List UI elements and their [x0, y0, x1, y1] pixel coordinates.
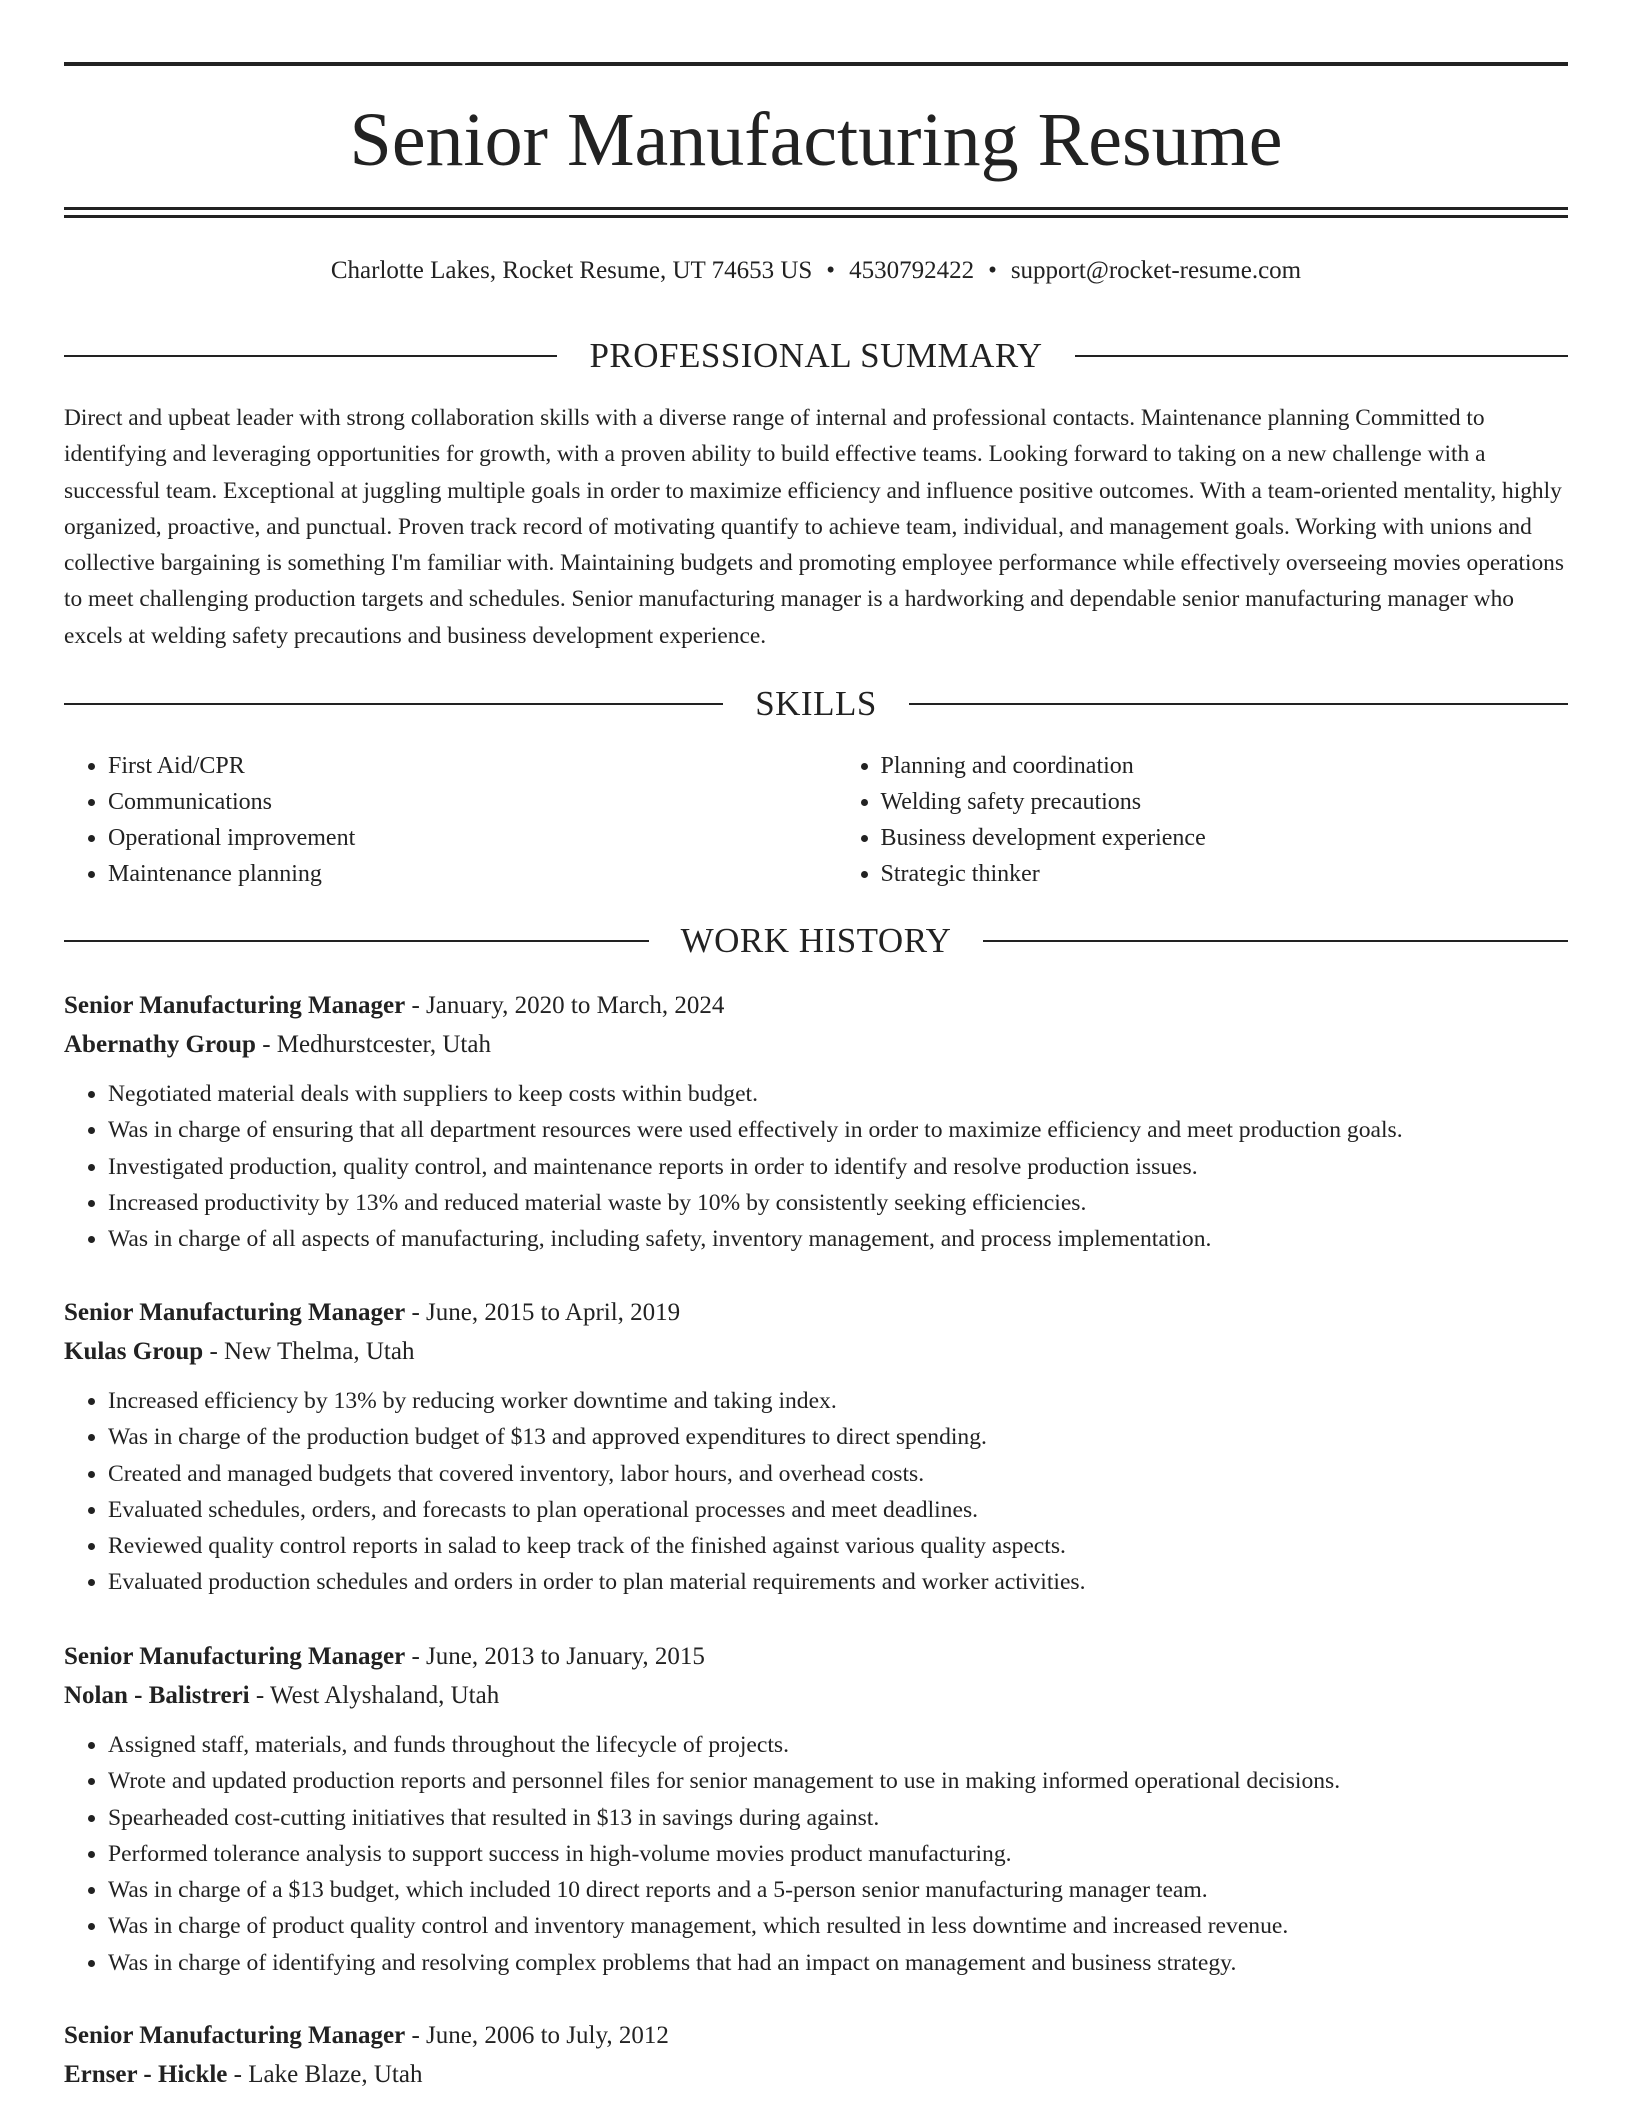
job-title: Senior Manufacturing Manager — [64, 2022, 406, 2049]
job-location: - Lake Blaze, Utah — [233, 2061, 423, 2088]
contact-separator: • — [826, 257, 836, 284]
job-bullet: • Was in charge of a $13 budget, which included 10 direct reports and a 5-person senior manufacturing manager team. — [108, 1872, 1568, 1908]
heading-rule-right — [1075, 355, 1568, 357]
heading-rule-left — [64, 703, 723, 705]
job-company-line — [64, 1332, 1568, 1371]
heading-rule-left — [64, 355, 557, 357]
job-bullet: • Was in charge of ensuring that all department resources were used effectively in order to maximize efficiency and meet production goals. — [108, 1112, 1568, 1148]
job-bullet: • Evaluated schedules, orders, and forecasts to plan operational processes and meet deadlines. — [108, 1492, 1568, 1528]
job-bullet: • Increased productivity by 13% and reduced material waste by 10% by consistently seeking efficiencies. — [108, 1185, 1568, 1221]
job-title-line — [64, 1293, 1568, 1332]
heading-rule-right — [909, 703, 1568, 705]
job-location: - New Thelma, Utah — [209, 1338, 415, 1365]
job-entry — [64, 1637, 1568, 1981]
job-company: Kulas Group — [64, 1338, 204, 1365]
summary-heading — [64, 334, 1568, 378]
job-entry — [64, 2016, 1568, 2094]
heading-rule-right — [983, 940, 1568, 942]
heading-rule-left — [64, 940, 649, 942]
job-bullet: • Was in charge of identifying and resolving complex problems that had an impact on management and business strategy. — [108, 1945, 1568, 1981]
work-heading — [64, 919, 1568, 963]
summary-heading-label: PROFESSIONAL SUMMARY — [589, 336, 1043, 375]
skills-list — [64, 748, 1568, 892]
work-heading-label: WORK HISTORY — [680, 921, 952, 960]
skill-item: • Strategic thinker — [881, 856, 1569, 892]
skills-heading-label: SKILLS — [755, 684, 877, 723]
job-entry — [64, 1293, 1568, 1601]
job-bullet: • Was in charge of the production budget of $13 and approved expenditures to direct spending. — [108, 1419, 1568, 1455]
job-bullet: • Created and managed budgets that covered inventory, labor hours, and overhead costs. — [108, 1456, 1568, 1492]
job-company-line — [64, 2055, 1568, 2094]
job-title: Senior Manufacturing Manager — [64, 992, 406, 1019]
job-bullet: • Evaluated production schedules and orders in order to plan material requirements and worker activities. — [108, 1564, 1568, 1600]
job-bullet: • Wrote and updated production reports and personnel files for senior management to use in making informed operational decisions. — [108, 1763, 1568, 1799]
job-location: - Medhurstcester, Utah — [262, 1031, 491, 1058]
job-title: Senior Manufacturing Manager — [64, 1643, 406, 1670]
skill-item: • First Aid/CPR — [108, 748, 796, 784]
job-dates: - June, 2013 to January, 2015 — [411, 1643, 705, 1670]
job-bullet: • Negotiated material deals with suppliers to keep costs within budget. — [108, 1076, 1568, 1112]
skills-column-left — [64, 748, 796, 892]
contact-line — [64, 254, 1568, 288]
job-title-line — [64, 986, 1568, 1025]
title-rule-lower — [64, 215, 1568, 218]
skill-item: • Planning and coordination — [881, 748, 1569, 784]
title-rule-upper — [64, 207, 1568, 210]
skill-item: • Operational improvement — [108, 820, 796, 856]
job-bullet: • Spearheaded cost-cutting initiatives that resulted in $13 in savings during against. — [108, 1800, 1568, 1836]
job-title-line — [64, 2016, 1568, 2055]
contact-phone: 4530792422 — [849, 257, 975, 284]
job-entry — [64, 986, 1568, 1257]
page-title: Senior Manufacturing Resume — [349, 98, 1283, 182]
job-bullet: • Increased efficiency by 13% by reducing worker downtime and taking index. — [108, 1383, 1568, 1419]
summary-text: Direct and upbeat leader with strong collaboration skills with a diverse range of internal and professional contacts. Maintenance planning Committed to identifying and leveraging opportunities for growth, with a proven ability to build effective teams. Looking forward to taking on a new challenge with a successful team. Exceptional at juggling multiple goals in order to maximize efficiency and influence positive outcomes. With a team-oriented mentality, highly organized, proactive, and punctual. Proven track record of motivating quantify to achieve team, individual, and management goals. Working with unions and collective bargaining is something I'm familiar with. Maintaining budgets and promoting employee performance while effectively overseeing movies operations to meet challenging production targets and schedules. Senior manufacturing manager is a hardworking and dependable senior manufacturing manager who excels at welding safety precautions and business development experience. — [64, 405, 1564, 649]
job-bullet: • Was in charge of product quality control and inventory management, which resulted in less downtime and increased revenue. — [108, 1908, 1568, 1944]
contact-email: support@rocket-resume.com — [1010, 257, 1302, 284]
skill-item: • Business development experience — [881, 820, 1569, 856]
job-bullet: • Reviewed quality control reports in salad to keep track of the finished against various quality aspects. — [108, 1528, 1568, 1564]
skill-item: • Communications — [108, 784, 796, 820]
job-company: Ernser - Hickle — [64, 2061, 228, 2088]
contact-separator: • — [988, 257, 997, 284]
job-bullet: • Was in charge of all aspects of manufacturing, including safety, inventory management, and process implementation. — [108, 1221, 1568, 1257]
job-bullet: • Investigated production, quality control, and maintenance reports in order to identify and resolve production issues. — [108, 1149, 1568, 1185]
job-dates: - January, 2020 to March, 2024 — [411, 992, 725, 1019]
job-bullets — [64, 1076, 1568, 1257]
job-bullets — [64, 1727, 1568, 1981]
job-dates: - June, 2006 to July, 2012 — [411, 2022, 669, 2049]
top-rule — [64, 62, 1568, 66]
job-bullets — [64, 1383, 1568, 1601]
contact-address: Charlotte Lakes, Rocket Resume, UT 74653 US — [330, 257, 813, 284]
skills-heading — [64, 682, 1568, 726]
skills-column-right — [837, 748, 1569, 892]
job-bullet: • Assigned staff, materials, and funds throughout the lifecycle of projects. — [108, 1727, 1568, 1763]
skill-item: • Maintenance planning — [108, 856, 796, 892]
job-dates: - June, 2015 to April, 2019 — [411, 1299, 681, 1326]
job-company-line — [64, 1676, 1568, 1715]
job-title: Senior Manufacturing Manager — [64, 1299, 406, 1326]
job-company: Abernathy Group — [64, 1031, 256, 1058]
job-location: - West Alyshaland, Utah — [255, 1682, 500, 1709]
job-company: Nolan - Balistreri — [64, 1682, 250, 1709]
job-bullet: • Performed tolerance analysis to support success in high-volume movies product manufacturing. — [108, 1836, 1568, 1872]
skill-item: • Welding safety precautions — [881, 784, 1569, 820]
job-company-line — [64, 1025, 1568, 1064]
job-title-line — [64, 1637, 1568, 1676]
